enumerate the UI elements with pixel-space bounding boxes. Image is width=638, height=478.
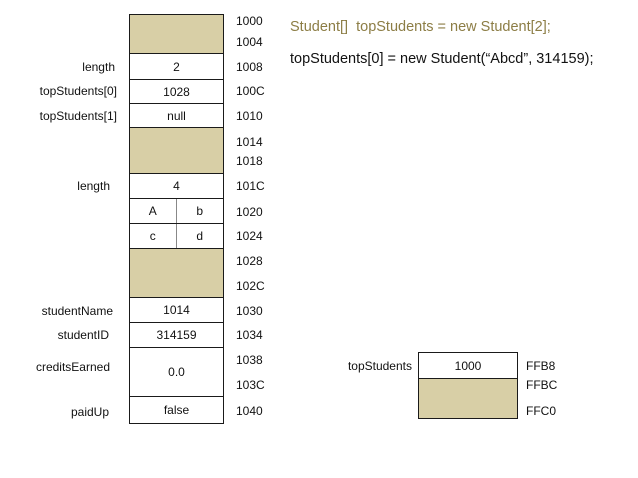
- address-label: 1000: [236, 14, 263, 28]
- address-label: 1028: [236, 254, 263, 268]
- address-label: 1040: [236, 404, 263, 418]
- address-label: 1038: [236, 353, 263, 367]
- label-top-students-variable: topStudents: [347, 359, 412, 373]
- memory-cell-string-length: 4: [129, 173, 224, 199]
- memory-cell-student-name: 1014: [129, 297, 224, 323]
- address-label: 1034: [236, 328, 263, 342]
- memory-cell-top-students-0: 1028: [129, 79, 224, 104]
- label-string-length: length: [77, 179, 110, 193]
- label-credits-earned: creditsEarned: [35, 360, 110, 374]
- memory-cell-chars-ab: [129, 198, 224, 224]
- label-array-length: length: [82, 60, 115, 74]
- stack-cell-top-students: 1000: [418, 352, 518, 379]
- char-cell: d: [196, 229, 204, 243]
- code-line-array-declaration: Student[] topStudents = new Student[2];: [290, 19, 551, 35]
- address-label: 103C: [236, 378, 265, 392]
- address-label: 1024: [236, 229, 263, 243]
- memory-cell-credits-earned: 0.0: [129, 347, 224, 397]
- address-label: 1004: [236, 35, 263, 49]
- memory-cell-student-id: 314159: [129, 322, 224, 348]
- code-line-object-creation: topStudents[0] = new Student(“Abcd”, 314159);: [290, 51, 594, 67]
- stack-address-label: FFB8: [526, 359, 556, 373]
- memory-cell-chars-cd: [129, 223, 224, 249]
- address-label: 1018: [236, 154, 263, 168]
- address-label: 1014: [236, 135, 263, 149]
- address-label: 1030: [236, 304, 263, 318]
- address-label: 101C: [236, 179, 265, 193]
- memory-cell-top-students-1: null: [129, 103, 224, 128]
- stack-address-label: FFC0: [526, 404, 556, 418]
- label-student-id: studentID: [57, 328, 109, 342]
- address-label: 1020: [236, 205, 263, 219]
- memory-cell-unused-header: [129, 14, 224, 54]
- char-cell: A: [130, 199, 177, 223]
- address-label: 102C: [236, 279, 265, 293]
- label-student-name: studentName: [41, 304, 113, 318]
- stack-address-label: FFBC: [526, 378, 558, 392]
- stack-cell-unused: [418, 378, 518, 419]
- address-label: 1010: [236, 109, 263, 123]
- address-label: 1008: [236, 60, 263, 74]
- memory-cell-array-length: 2: [129, 53, 224, 80]
- char-cell: c: [130, 224, 177, 248]
- char-cell: b: [196, 204, 204, 218]
- label-paid-up: paidUp: [70, 405, 109, 419]
- address-label: 100C: [236, 84, 265, 98]
- label-top-students-1: topStudents[1]: [39, 109, 117, 123]
- memory-cell-unused-string-header: [129, 127, 224, 174]
- label-top-students-0: topStudents[0]: [39, 84, 117, 98]
- memory-cell-unused-object-header: [129, 248, 224, 298]
- memory-cell-paid-up: false: [129, 396, 224, 424]
